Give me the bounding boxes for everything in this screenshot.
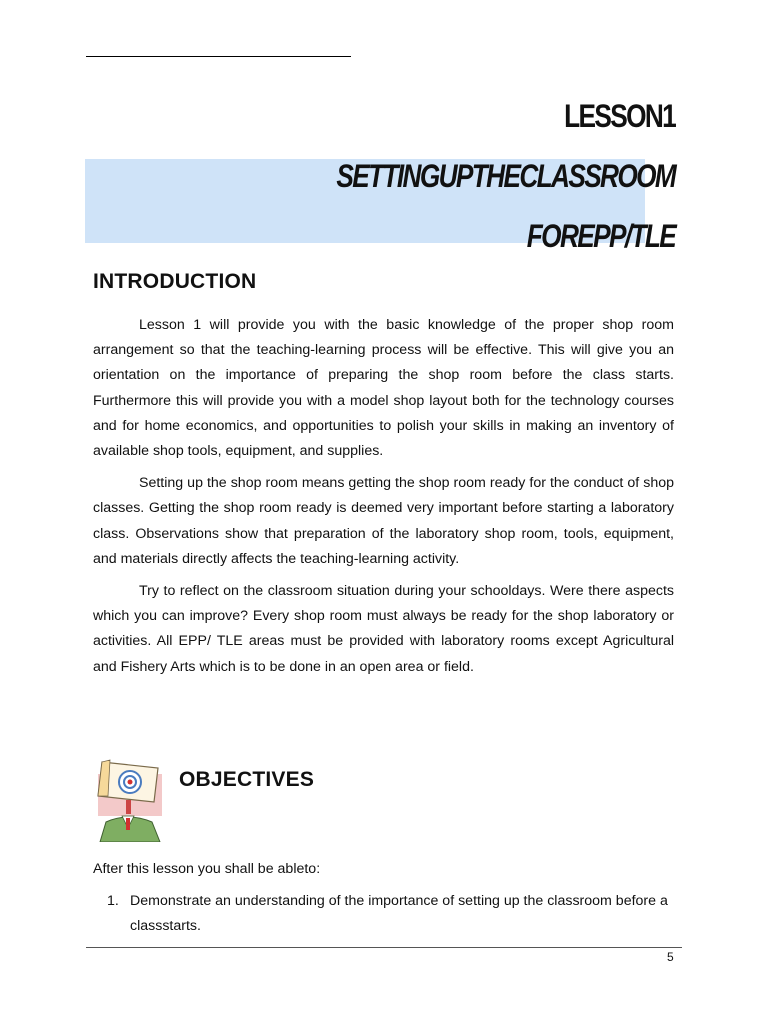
lesson-label: LESSON1: [563, 98, 675, 134]
intro-paragraph-1: Lesson 1 will provide you with the basic knowledge of the proper shop room arrangement so that the teaching-learning process will be effective. This will give you an orientation on the importance of preparing the shop room before the class starts. Furthermore this will provide you with a model shop layout both for the technology courses and for home economics, and opportunities to polish your skills in making an inventory of available shop tools, equipment, and supplies.: [93, 317, 674, 460]
sign-pole: [126, 800, 131, 814]
target-bullseye: [128, 780, 133, 785]
objectives-intro: After this lesson you shall be ableto:: [93, 861, 321, 877]
footer-rule: [86, 947, 682, 948]
objective-text: Demonstrate an understanding of the importance of setting up the classroom before a classstarts.: [130, 893, 668, 935]
intro-paragraph-3: Try to reflect on the classroom situation during your schooldays. Were there aspects which you can improve? Every shop room must always be ready for the shop laboratory or activities. All EPP/ TLE areas must be provided with laboratory rooms except Agricultural and Fishery Arts which is to be done in an open area or field.: [93, 583, 674, 675]
lesson-title-line-1: SETTINGUPTHECLASSROOM: [336, 158, 675, 194]
objectives-heading: OBJECTIVES: [179, 768, 315, 791]
person-tie: [126, 818, 130, 830]
objective-number: 1.: [107, 893, 119, 909]
sign-flag: [98, 760, 110, 796]
introduction-body: [93, 313, 674, 687]
top-rule: [86, 56, 351, 57]
objectives-list: [93, 889, 674, 939]
lesson-title-block: [262, 86, 675, 266]
intro-paragraph-2: Setting up the shop room means getting the shop room ready for the conduct of shop classes. Getting the shop room ready is deemed very important before starting a laboratory class. Observations show that preparation of the laboratory shop room, tools, equipment, and materials directly affects the teaching-learning activity.: [93, 475, 674, 567]
page-number: 5: [667, 950, 674, 964]
introduction-heading: INTRODUCTION: [93, 270, 257, 293]
lesson-title-line-2: FOREPP/TLE: [526, 218, 675, 254]
list-item: [93, 889, 674, 939]
target-sign-icon: [92, 758, 170, 842]
